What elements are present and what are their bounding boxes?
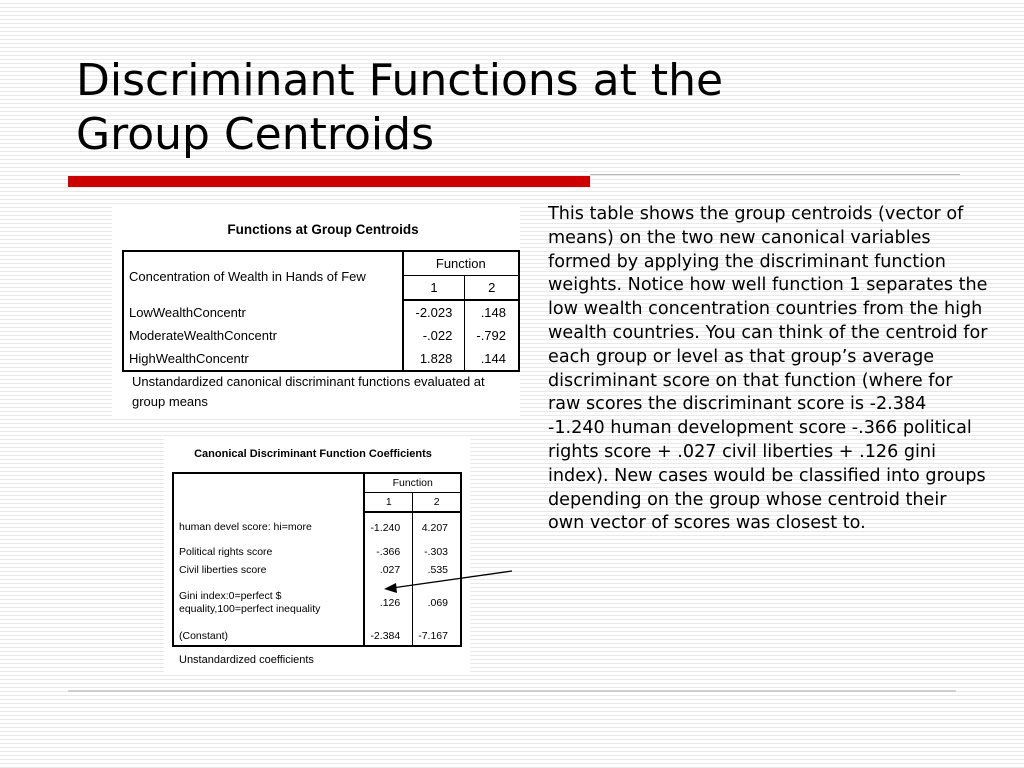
centroids-col-1-header: 1	[403, 276, 465, 301]
centroids-footnote: Unstandardized canonical discriminant functions evaluated at group means	[132, 374, 485, 409]
row-label: LowWealthConcentr	[123, 300, 403, 324]
row-label: Civil liberties score	[173, 561, 364, 579]
coefficients-footnote: Unstandardized coefficients	[179, 654, 314, 666]
cell-value: .069	[427, 597, 448, 609]
cell-value: 1.828	[403, 347, 465, 371]
footer-divider-line	[68, 690, 956, 692]
row-label: (Constant)	[173, 627, 364, 646]
slide-title-line-2: Group Centroids	[76, 109, 434, 160]
centroids-table-title: Functions at Group Centroids	[227, 222, 419, 237]
row-label: Gini index:0=perfect $ equality,100=perfect inequality	[173, 579, 364, 627]
coefficients-table-title: Canonical Discriminant Function Coefficients	[194, 448, 432, 460]
centroids-col-2-header: 2	[465, 276, 519, 301]
row-label: ModerateWealthConcentr	[123, 324, 403, 347]
cell-value: -.303	[424, 546, 448, 558]
explanation-text: This table shows the group centroids (vector of means) on the two new canonical variables formed by applying the discriminant function weights. Notice how well function 1 separates the low wealth concentration countries from the high wealth countries. You can think of the centroid for each group or level as that group’s average discriminant score on that function (where for raw scores the discriminant score is -2.384 -1.240 human development score -.366 political rights score + .027 civil liberties + .126 gini index). New cases would be classified into groups depending on the group whose centroid their own vector of scores was closest to.	[548, 204, 988, 534]
cell-value: -7.167	[418, 630, 448, 642]
cell-value: .144	[480, 351, 506, 366]
cell-value: -.366	[364, 543, 412, 561]
cell-value: -.792	[476, 328, 506, 343]
cell-value: -.022	[403, 324, 465, 347]
cell-value: 4.207	[421, 522, 448, 534]
row-label: HighWealthConcentr	[123, 347, 403, 371]
coefficients-function-header: Function	[364, 473, 461, 493]
slide-title-line-1: Discriminant Functions at the	[76, 55, 724, 106]
centroids-function-header: Function	[403, 251, 519, 276]
cell-value: -2.023	[403, 300, 465, 324]
cell-value: .027	[364, 561, 412, 579]
cell-value: -2.384	[364, 627, 412, 646]
cell-value: .126	[364, 579, 412, 627]
coefficients-col-2-header: 2	[413, 493, 461, 513]
cell-value: .148	[480, 305, 506, 320]
pointer-arrow-head	[384, 583, 397, 593]
row-label: human devel score: hi=more	[173, 512, 364, 543]
row-label: Political rights score	[173, 543, 364, 561]
centroids-corner-label: Concentration of Wealth in Hands of Few	[123, 251, 403, 300]
pointer-arrow-line	[392, 571, 512, 588]
cell-value: .535	[427, 564, 448, 576]
cell-value: -1.240	[364, 512, 412, 543]
coefficients-col-1-header: 1	[364, 493, 412, 513]
